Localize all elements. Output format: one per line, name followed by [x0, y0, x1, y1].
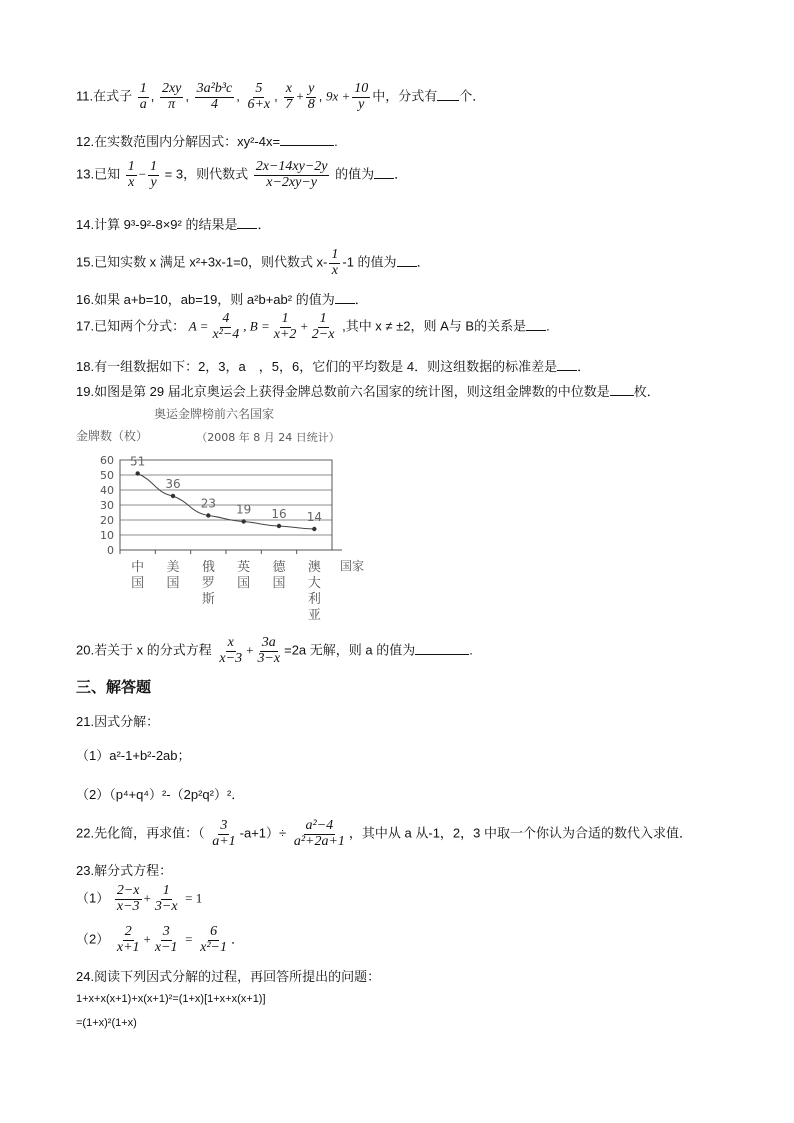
answer-blank	[557, 370, 577, 371]
fraction: $\frac{2x-14xy-2y}{x-2xy-y}$	[255, 159, 328, 190]
y-tick-label: 30	[100, 499, 114, 512]
y-tick-label: 50	[100, 469, 114, 482]
fraction: $\frac{3a}{3-x}$	[257, 635, 281, 666]
chart-subtitle: （2008 年 8 月 24 日统计）	[196, 431, 340, 444]
question-13: 13.已知 $\frac{1}{x}$ − $\frac{1}{y}$ = 3，则代数式 $\frac{2x-14xy-2y}{x-2xy-y}$ 的值为 ．	[76, 159, 408, 190]
y-tick-label: 0	[107, 544, 114, 557]
question-12: 12.在实数范围内分解因式：xy²-4x= .	[76, 134, 338, 149]
fraction: $\frac{4}{\text{x²−4}}$	[212, 311, 240, 342]
answer-blank	[415, 654, 469, 655]
y-tick-label: 20	[100, 514, 114, 527]
fraction: $\frac{3}{a+1}$	[212, 818, 236, 849]
fraction: $\frac{2xy}{\pi}$	[161, 81, 182, 112]
question-16: 16.如果 a+b=10，ab=19，则 a²b+ab² 的值为 ．	[76, 292, 368, 307]
answer-blank	[610, 395, 634, 396]
x-tick-label: 俄罗斯	[201, 560, 215, 607]
fraction: $\frac{\text{a²−4}}{\text{a²+2a+1}}$	[293, 818, 345, 849]
question-22: 22.先化简，再求值：（ $\frac{3}{a+1}$ -a+1）÷ $\frac{\text{a²−4}}{\text{a²+2a+1}}$ ，其中从 a 从-1，2，3 中取一个你认为合适的数代入求值．	[76, 818, 692, 849]
data-point	[277, 524, 281, 528]
fraction: $\frac{2-x}{x-3}$	[116, 883, 140, 914]
x-tick-label: 澳大利亚	[307, 560, 321, 623]
fraction: $\frac{2}{x+1}$	[116, 924, 140, 955]
fraction: $\frac{3}{x-1}$	[154, 924, 178, 955]
data-label: 14	[306, 510, 322, 524]
fraction: $\frac{1}{x}$	[127, 159, 135, 190]
answer-blank	[335, 303, 355, 304]
fraction: $\frac{1}{2-x}$	[311, 311, 335, 342]
question-23-part-2: （2） $\frac{2}{x+1}$ + $\frac{3}{x-1}$ = $\frac{6}{\text{x²−1}}$ ．	[76, 924, 245, 955]
data-point	[312, 527, 316, 531]
answer-blank	[237, 228, 257, 229]
fraction: $\frac{1}{x}$	[331, 247, 339, 278]
question-21: 21.因式分解：	[76, 714, 160, 729]
answer-blank	[437, 100, 459, 101]
fraction: $\frac{1}{a}$	[139, 81, 147, 112]
data-label: 16	[271, 507, 287, 521]
question-23: 23.解分式方程：	[76, 863, 173, 878]
fraction: $\frac{1}{y}$	[150, 159, 158, 190]
question-14: 14.计算 9³-9²-8×9² 的结果是 ．	[76, 217, 271, 232]
fraction: $\frac{x}{7}$	[285, 81, 293, 112]
question-17: 17.已知两个分式： A = $\frac{4}{\text{x²−4}}$ , B = $\frac{1}{x+2}$ + $\frac{1}{2-x}$ ,其中 x ≠ ±2，则 A与 B的关系是 .	[76, 311, 550, 342]
y-tick-label: 40	[100, 484, 114, 497]
fraction: $\frac{1}{x+2}$	[273, 311, 297, 342]
x-tick-label: 德国	[272, 560, 286, 591]
chart-title: 奥运金牌榜前六名国家	[153, 407, 275, 421]
data-point	[206, 513, 210, 517]
question-24-line-1: 1+x+x(x+1)+x(x+1)²=(1+x)[1+x+x(x+1)]	[76, 993, 266, 1005]
question-20: 20.若关于 x 的分式方程 $\frac{x}{x-3}$ + $\frac{3a}{3-x}$ =2a 无解，则 a 的值为 .	[76, 635, 473, 666]
y-tick-label: 60	[100, 454, 114, 467]
fraction: $\frac{5}{6+x}$	[247, 81, 271, 112]
medal-line-chart	[76, 404, 376, 630]
x-axis-label: 国家	[340, 559, 365, 573]
x-tick-label: 美国	[166, 560, 180, 591]
fraction: $\frac{y}{8}$	[307, 81, 315, 112]
x-tick-label: 英国	[237, 560, 251, 591]
question-24: 24.阅读下列因式分解的过程，再回答所提出的问题：	[76, 969, 381, 984]
question-15: 15.已知实数 x 满足 x²+3x-1=0，则代数式 x- $\frac{1}{x}$ -1 的值为 ．	[76, 247, 430, 278]
answer-blank	[374, 178, 394, 179]
y-tick-label: 10	[100, 529, 114, 542]
section-heading: 三、解答题	[76, 679, 152, 696]
answer-blank	[397, 266, 417, 267]
question-21-part-2: （2）（p⁴+q⁴）²-（2p²q²）²．	[76, 787, 245, 802]
fraction: $\frac{\text{3a²b³c}}{4}$	[196, 81, 233, 112]
data-label: 23	[200, 496, 216, 511]
data-label: 36	[165, 477, 181, 491]
x-tick-label: 中国	[131, 560, 145, 591]
fraction: $\frac{x}{x-3}$	[219, 635, 243, 666]
data-label: 19	[236, 502, 252, 517]
data-point	[135, 471, 139, 475]
data-point	[241, 519, 245, 523]
data-point	[171, 494, 175, 498]
series-line	[138, 474, 315, 530]
question-21-part-1: （1）a²-1+b²-2ab；	[76, 748, 191, 763]
question-23-part-1: （1） $\frac{2-x}{x-3}$ + $\frac{1}{3-x}$ = 1	[76, 883, 203, 914]
answer-blank	[280, 145, 334, 146]
question-11: 11.在式子 $\frac{1}{a}$ , $\frac{2xy}{\pi}$ , $\frac{\text{3a²b³c}}{4}$ , $\frac{5}{6+x}$ , $\frac{x}{7}$ + $\frac{y}{8}$ , 9x + $\frac{10}{y}$ 中，分式有 个．	[76, 81, 486, 112]
question-19: 19.如图是第 29 届北京奥运会上获得金牌总数前六名国家的统计图，则这组金牌数的中位数是 枚．	[76, 384, 660, 399]
question-18: 18.有一组数据如下：2，3，a ，5，6，它们的平均数是 4．则这组数据的标准差是 ．	[76, 359, 591, 374]
fraction: $\frac{1}{3-x}$	[154, 883, 178, 914]
fraction: $\frac{6}{\text{x²−1}}$	[200, 924, 227, 955]
fraction: $\frac{10}{y}$	[354, 81, 369, 112]
y-axis-label: 金牌数（枚）	[76, 429, 149, 443]
data-label: 51	[130, 454, 146, 469]
answer-blank	[526, 330, 546, 331]
question-24-line-2: =(1+x)²(1+x)	[76, 1017, 137, 1029]
